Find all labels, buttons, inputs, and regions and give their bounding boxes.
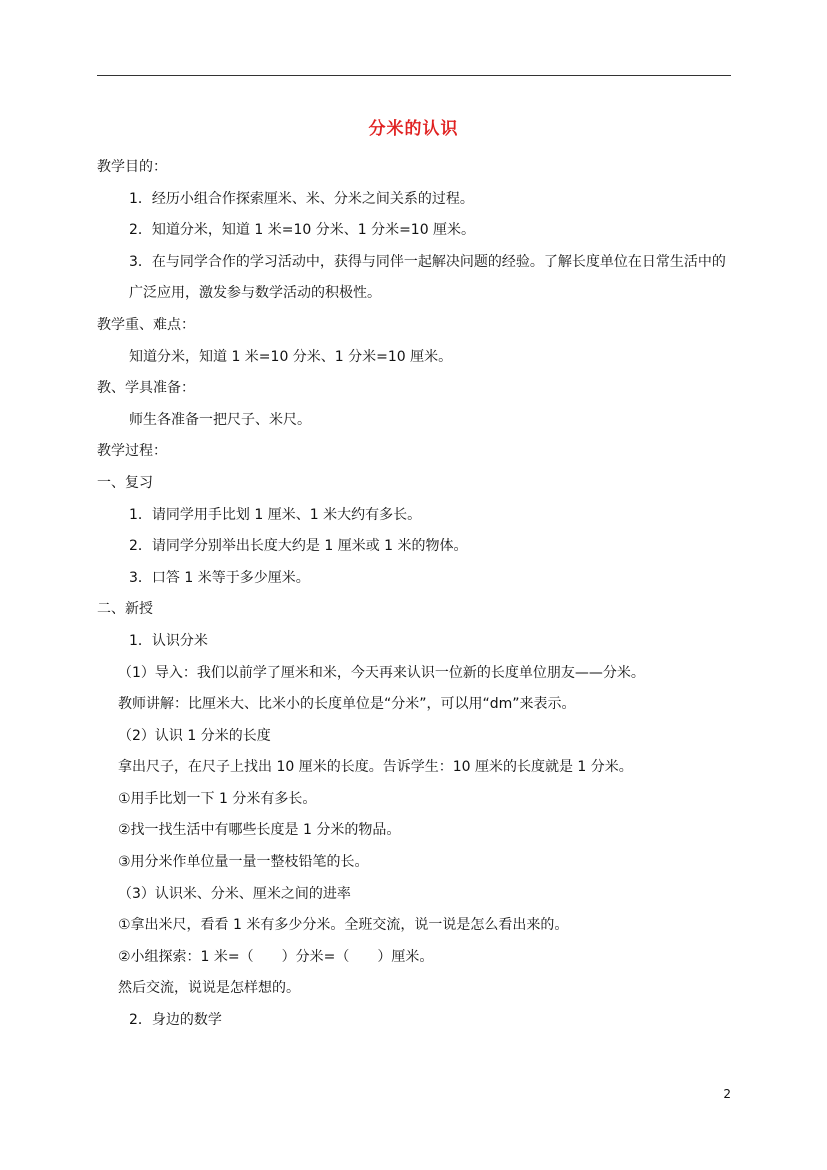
section-heading: 教学重、难点： [97,316,195,333]
paragraph: 3．在与同学合作的学习活动中，获得与同伴一起解决问题的经验。了解长度单位在日常生活中的广泛应用，激发参与数学活动的积极性。 [129,253,726,302]
paragraph: ③用分米作单位量一量一整枝铅笔的长。 [118,854,369,871]
paragraph: 3．口答 1 米等于多少厘米。 [129,569,310,586]
paragraph: 2．身边的数学 [129,1012,222,1029]
paragraph: （1）导入：我们以前学了厘米和米，今天再来认识一位新的长度单位朋友——分米。 [118,664,645,681]
paragraph: 1．请同学用手比划 1 厘米、1 米大约有多长。 [129,506,422,523]
paragraph: 知道分米，知道 1 米=10 分米、1 分米=10 厘米。 [129,348,453,365]
paragraph: （3）认识米、分米、厘米之间的进率 [118,885,351,902]
section-heading: 教学过程： [97,443,167,460]
paragraph: 2．知道分米，知道 1 米=10 分米、1 分米=10 厘米。 [129,222,476,239]
header-rule [97,75,731,76]
paragraph: ②小组探索：1 米=（ ）分米=（ ）厘米。 [118,948,434,965]
paragraph: 拿出尺子，在尺子上找出 10 厘米的长度。告诉学生：10 厘米的长度就是 1 分米。 [118,759,633,776]
paragraph: 教师讲解：比厘米大、比米小的长度单位是“分米”，可以用“dm”来表示。 [118,696,576,713]
paragraph: 2．请同学分别举出长度大约是 1 厘米或 1 米的物体。 [129,538,468,555]
document-title: 分米的认识 [368,119,459,139]
paragraph: （2）认识 1 分米的长度 [118,727,271,744]
paragraph: ②找一找生活中有哪些长度是 1 分米的物品。 [118,822,401,839]
paragraph: 1．认识分米 [129,632,208,649]
paragraph: ①拿出米尺，看看 1 米有多少分米。全班交流，说一说是怎么看出来的。 [118,917,569,934]
paragraph: ①用手比划一下 1 分米有多长。 [118,790,317,807]
section-heading: 教、学具准备： [97,380,195,397]
paragraph: 然后交流，说说是怎样想的。 [118,980,300,997]
section-heading: 一、复习 [97,474,153,491]
section-heading: 二、新授 [97,601,153,618]
paragraph: 1．经历小组合作探索厘米、米、分米之间关系的过程。 [129,190,474,207]
page-number: 2 [723,1087,731,1101]
document-body [97,152,737,1037]
paragraph: 师生各准备一把尺子、米尺。 [129,411,311,428]
section-heading: 教学目的： [97,159,167,175]
